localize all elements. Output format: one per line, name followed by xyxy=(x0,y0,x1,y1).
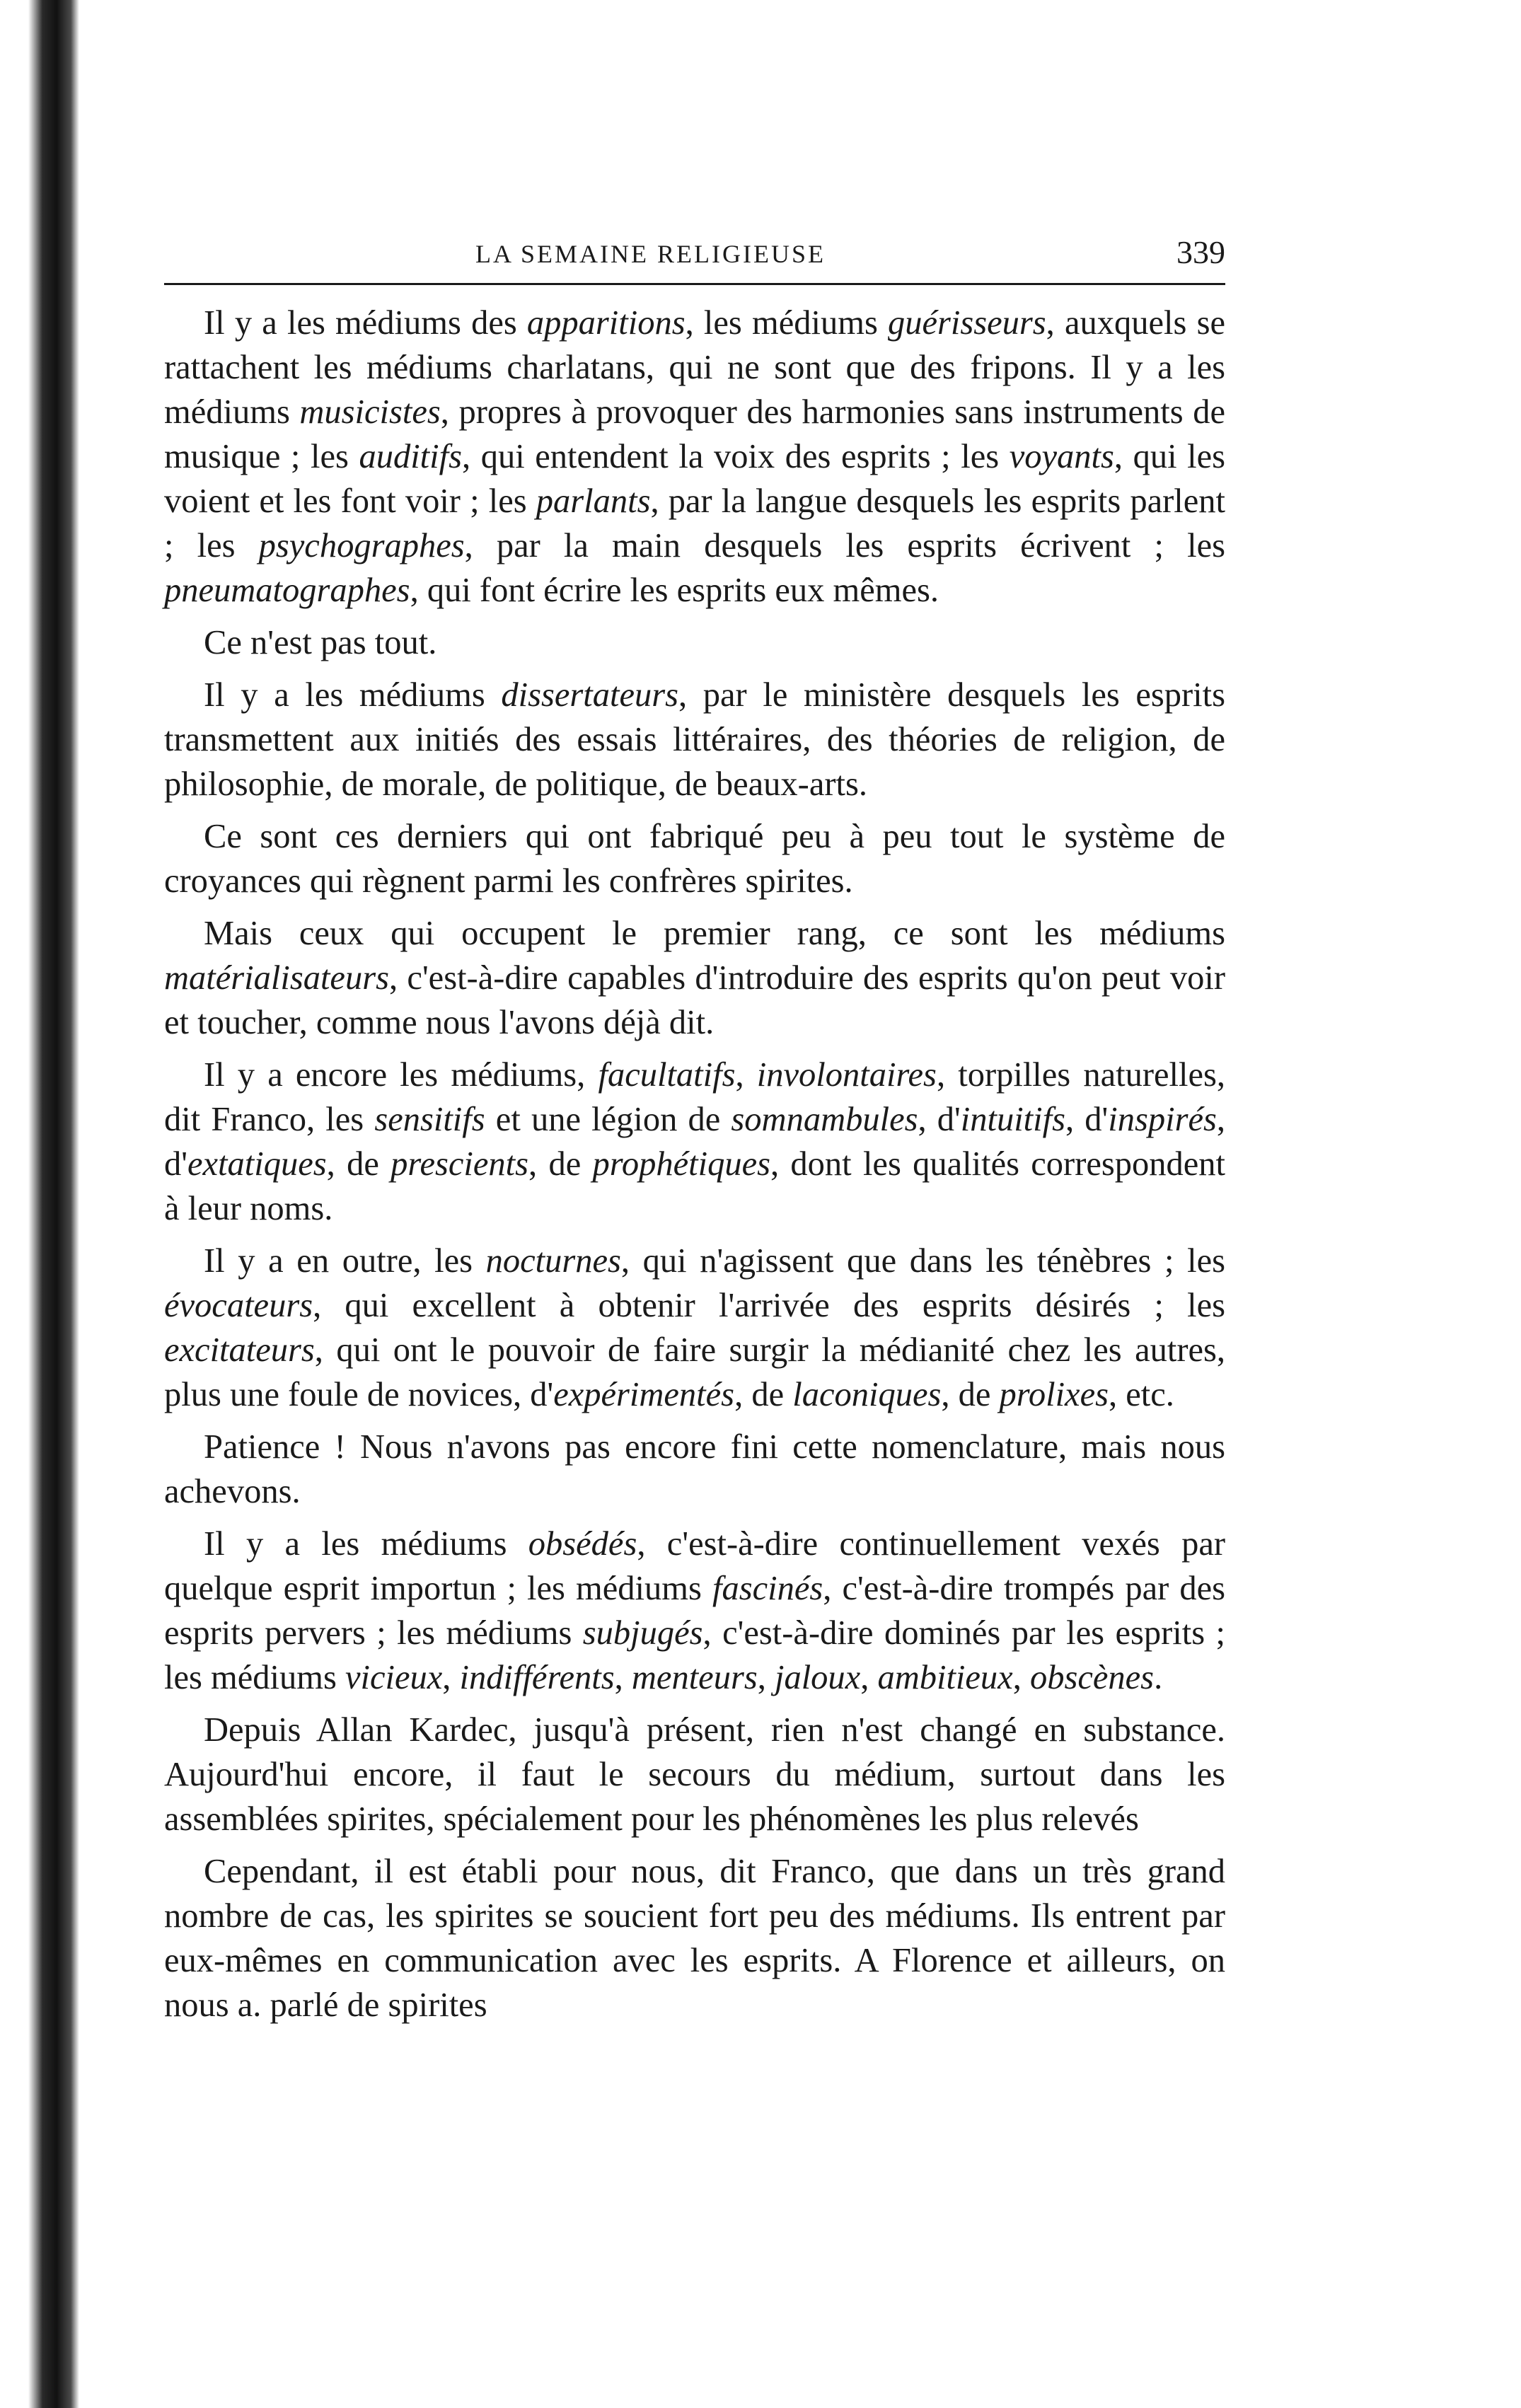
text-run: , xyxy=(735,1056,757,1094)
text-run: , par la main desquels les esprits écrivent ; les xyxy=(464,527,1225,565)
italic-term: obsédés xyxy=(528,1525,637,1563)
text-run: , de xyxy=(941,1376,1000,1413)
text-run: , de xyxy=(528,1145,593,1183)
text-run: Mais ceux qui occupent le premier rang, ce sont les médiums xyxy=(204,915,1225,952)
text-run: , c'est-à-dire continuellement vexés par quelque esprit importun ; les médiums xyxy=(164,1525,1225,1607)
book-page xyxy=(164,233,1225,2035)
italic-term: menteurs xyxy=(631,1659,758,1696)
text-run: Ce sont ces derniers qui ont fabriqué peu à peu tout le système de croyances qui règnent parmi les confrères spirites. xyxy=(164,818,1225,900)
italic-term: involontaires xyxy=(756,1056,937,1094)
italic-term: indifférents xyxy=(459,1659,615,1696)
italic-term: jaloux xyxy=(774,1659,861,1696)
paragraph xyxy=(164,1708,1225,1841)
paragraph xyxy=(164,911,1225,1045)
italic-term: expérimentés xyxy=(553,1376,735,1413)
text-run: , d' xyxy=(918,1101,961,1138)
text-run: , xyxy=(757,1659,775,1696)
text-run: , etc. xyxy=(1108,1376,1174,1413)
paragraph xyxy=(164,1522,1225,1700)
text-run: Il y a en outre, les xyxy=(204,1242,486,1280)
text-run: , xyxy=(860,1659,878,1696)
text-run: Il y a encore les médiums, xyxy=(204,1056,598,1094)
paragraph xyxy=(164,1239,1225,1417)
text-run: , xyxy=(1012,1659,1030,1696)
text-run: , xyxy=(614,1659,632,1696)
paragraph xyxy=(164,1849,1225,2027)
italic-term: fascinés xyxy=(712,1570,823,1607)
paragraph xyxy=(164,814,1225,903)
text-run: Il y a les médiums xyxy=(204,676,502,714)
text-run: . xyxy=(1154,1659,1163,1696)
italic-term: auditifs xyxy=(359,438,462,475)
paragraph xyxy=(164,301,1225,613)
running-head xyxy=(164,233,1225,285)
text-run: , les médiums xyxy=(685,304,889,342)
text-run: Il y a les médiums xyxy=(204,1525,528,1563)
text-run: , d' xyxy=(1065,1101,1109,1138)
text-run: , auxquels se rattachent les médiums charlatans, qui ne sont que des fripons. Il y a les médiums xyxy=(164,304,1225,431)
body-text xyxy=(164,301,1225,2027)
text-run: , xyxy=(442,1659,460,1696)
text-run: Il y a les médiums des xyxy=(204,304,527,342)
italic-term: ambitieux xyxy=(877,1659,1013,1696)
italic-term: intuitifs xyxy=(960,1101,1065,1138)
text-run: , qui font écrire les esprits eux mêmes. xyxy=(410,572,939,609)
text-run: Patience ! Nous n'avons pas encore fini cette nomenclature, mais nous achevons. xyxy=(164,1428,1225,1510)
paragraph xyxy=(164,1425,1225,1514)
text-run: , de xyxy=(326,1145,391,1183)
text-run: , par la langue desquels les esprits parlent ; les xyxy=(164,482,1225,565)
italic-term: facultatifs xyxy=(598,1056,736,1094)
italic-term: parlants xyxy=(536,482,651,520)
paragraph xyxy=(164,673,1225,806)
italic-term: prolixes xyxy=(999,1376,1109,1413)
text-run: , qui entendent la voix des esprits ; les xyxy=(461,438,1010,475)
text-run: Ce n'est pas tout. xyxy=(204,624,437,661)
italic-term: matérialisateurs xyxy=(164,959,389,997)
text-run: , de xyxy=(734,1376,793,1413)
italic-term: vicieux xyxy=(345,1659,443,1696)
text-run: , c'est-à-dire trompés par des esprits pervers ; les médiums xyxy=(164,1570,1226,1652)
text-run: , qui excellent à obtenir l'arrivée des esprits désirés ; les xyxy=(313,1287,1225,1324)
text-run: , torpilles naturelles, dit Franco, les xyxy=(164,1056,1226,1138)
italic-term: nocturnes xyxy=(485,1242,621,1280)
italic-term: musicistes xyxy=(299,393,441,431)
italic-term: dissertateurs xyxy=(501,676,678,714)
text-run: Cependant, il est établi pour nous, dit Franco, que dans un très grand nombre de cas, les spirites se soucient fort peu des médiums. Ils entrent par eux-mêmes en communication avec les esprits. A Florence et ailleurs, on nous a. parlé de spirites xyxy=(164,1853,1225,2024)
text-run: et une légion de xyxy=(485,1101,731,1138)
text-run: , dont les qualités correspondent à leur noms. xyxy=(164,1145,1226,1227)
text-run: , qui les voient et les font voir ; les xyxy=(164,438,1225,520)
text-run: , qui ont le pouvoir de faire surgir la médianité chez les autres, plus une foule de novices, d' xyxy=(164,1331,1225,1413)
italic-term: extatiques xyxy=(187,1145,327,1183)
text-run: , c'est-à-dire capables d'introduire des esprits qu'on peut voir et toucher, comme nous l'avons déjà dit. xyxy=(164,959,1225,1041)
page-binding-edge xyxy=(0,0,79,2408)
page-number: 339 xyxy=(1176,234,1225,270)
text-run: Depuis Allan Kardec, jusqu'à présent, rien n'est changé en substance. Aujourd'hui encore, il faut le secours du médium, surtout dans les assemblées spirites, spécialement pour les phénomènes les plus relevés xyxy=(164,1711,1225,1838)
italic-term: somnambules xyxy=(731,1101,918,1138)
text-run: , propres à provoquer des harmonies sans instruments de musique ; les xyxy=(164,393,1225,475)
text-run: , c'est-à-dire dominés par les esprits ; les médiums xyxy=(164,1614,1225,1696)
italic-term: guérisseurs xyxy=(888,304,1046,342)
text-run: , par le ministère desquels les esprits transmettent aux initiés des essais littéraires, des théories de religion, de philosophie, de morale, de politique, de beaux-arts. xyxy=(164,676,1225,803)
italic-term: excitateurs xyxy=(164,1331,315,1369)
italic-term: apparitions xyxy=(526,304,686,342)
paragraph xyxy=(164,1053,1225,1231)
paragraph xyxy=(164,620,1225,665)
text-run: , qui n'agissent que dans les ténèbres ; les xyxy=(620,1242,1225,1280)
italic-term: sensitifs xyxy=(374,1101,485,1138)
italic-term: subjugés xyxy=(582,1614,703,1652)
italic-term: inspirés xyxy=(1108,1101,1217,1138)
italic-term: obscènes xyxy=(1029,1659,1155,1696)
italic-term: laconiques xyxy=(792,1376,942,1413)
italic-term: voyants xyxy=(1009,438,1114,475)
italic-term: prophétiques xyxy=(592,1145,770,1183)
running-head-title: LA SEMAINE RELIGIEUSE xyxy=(475,240,826,268)
italic-term: évocateurs xyxy=(164,1287,313,1324)
italic-term: prescients xyxy=(391,1145,529,1183)
italic-term: pneumatographes xyxy=(164,572,410,609)
text-run: , d' xyxy=(164,1101,1225,1183)
italic-term: psychographes xyxy=(258,527,465,565)
